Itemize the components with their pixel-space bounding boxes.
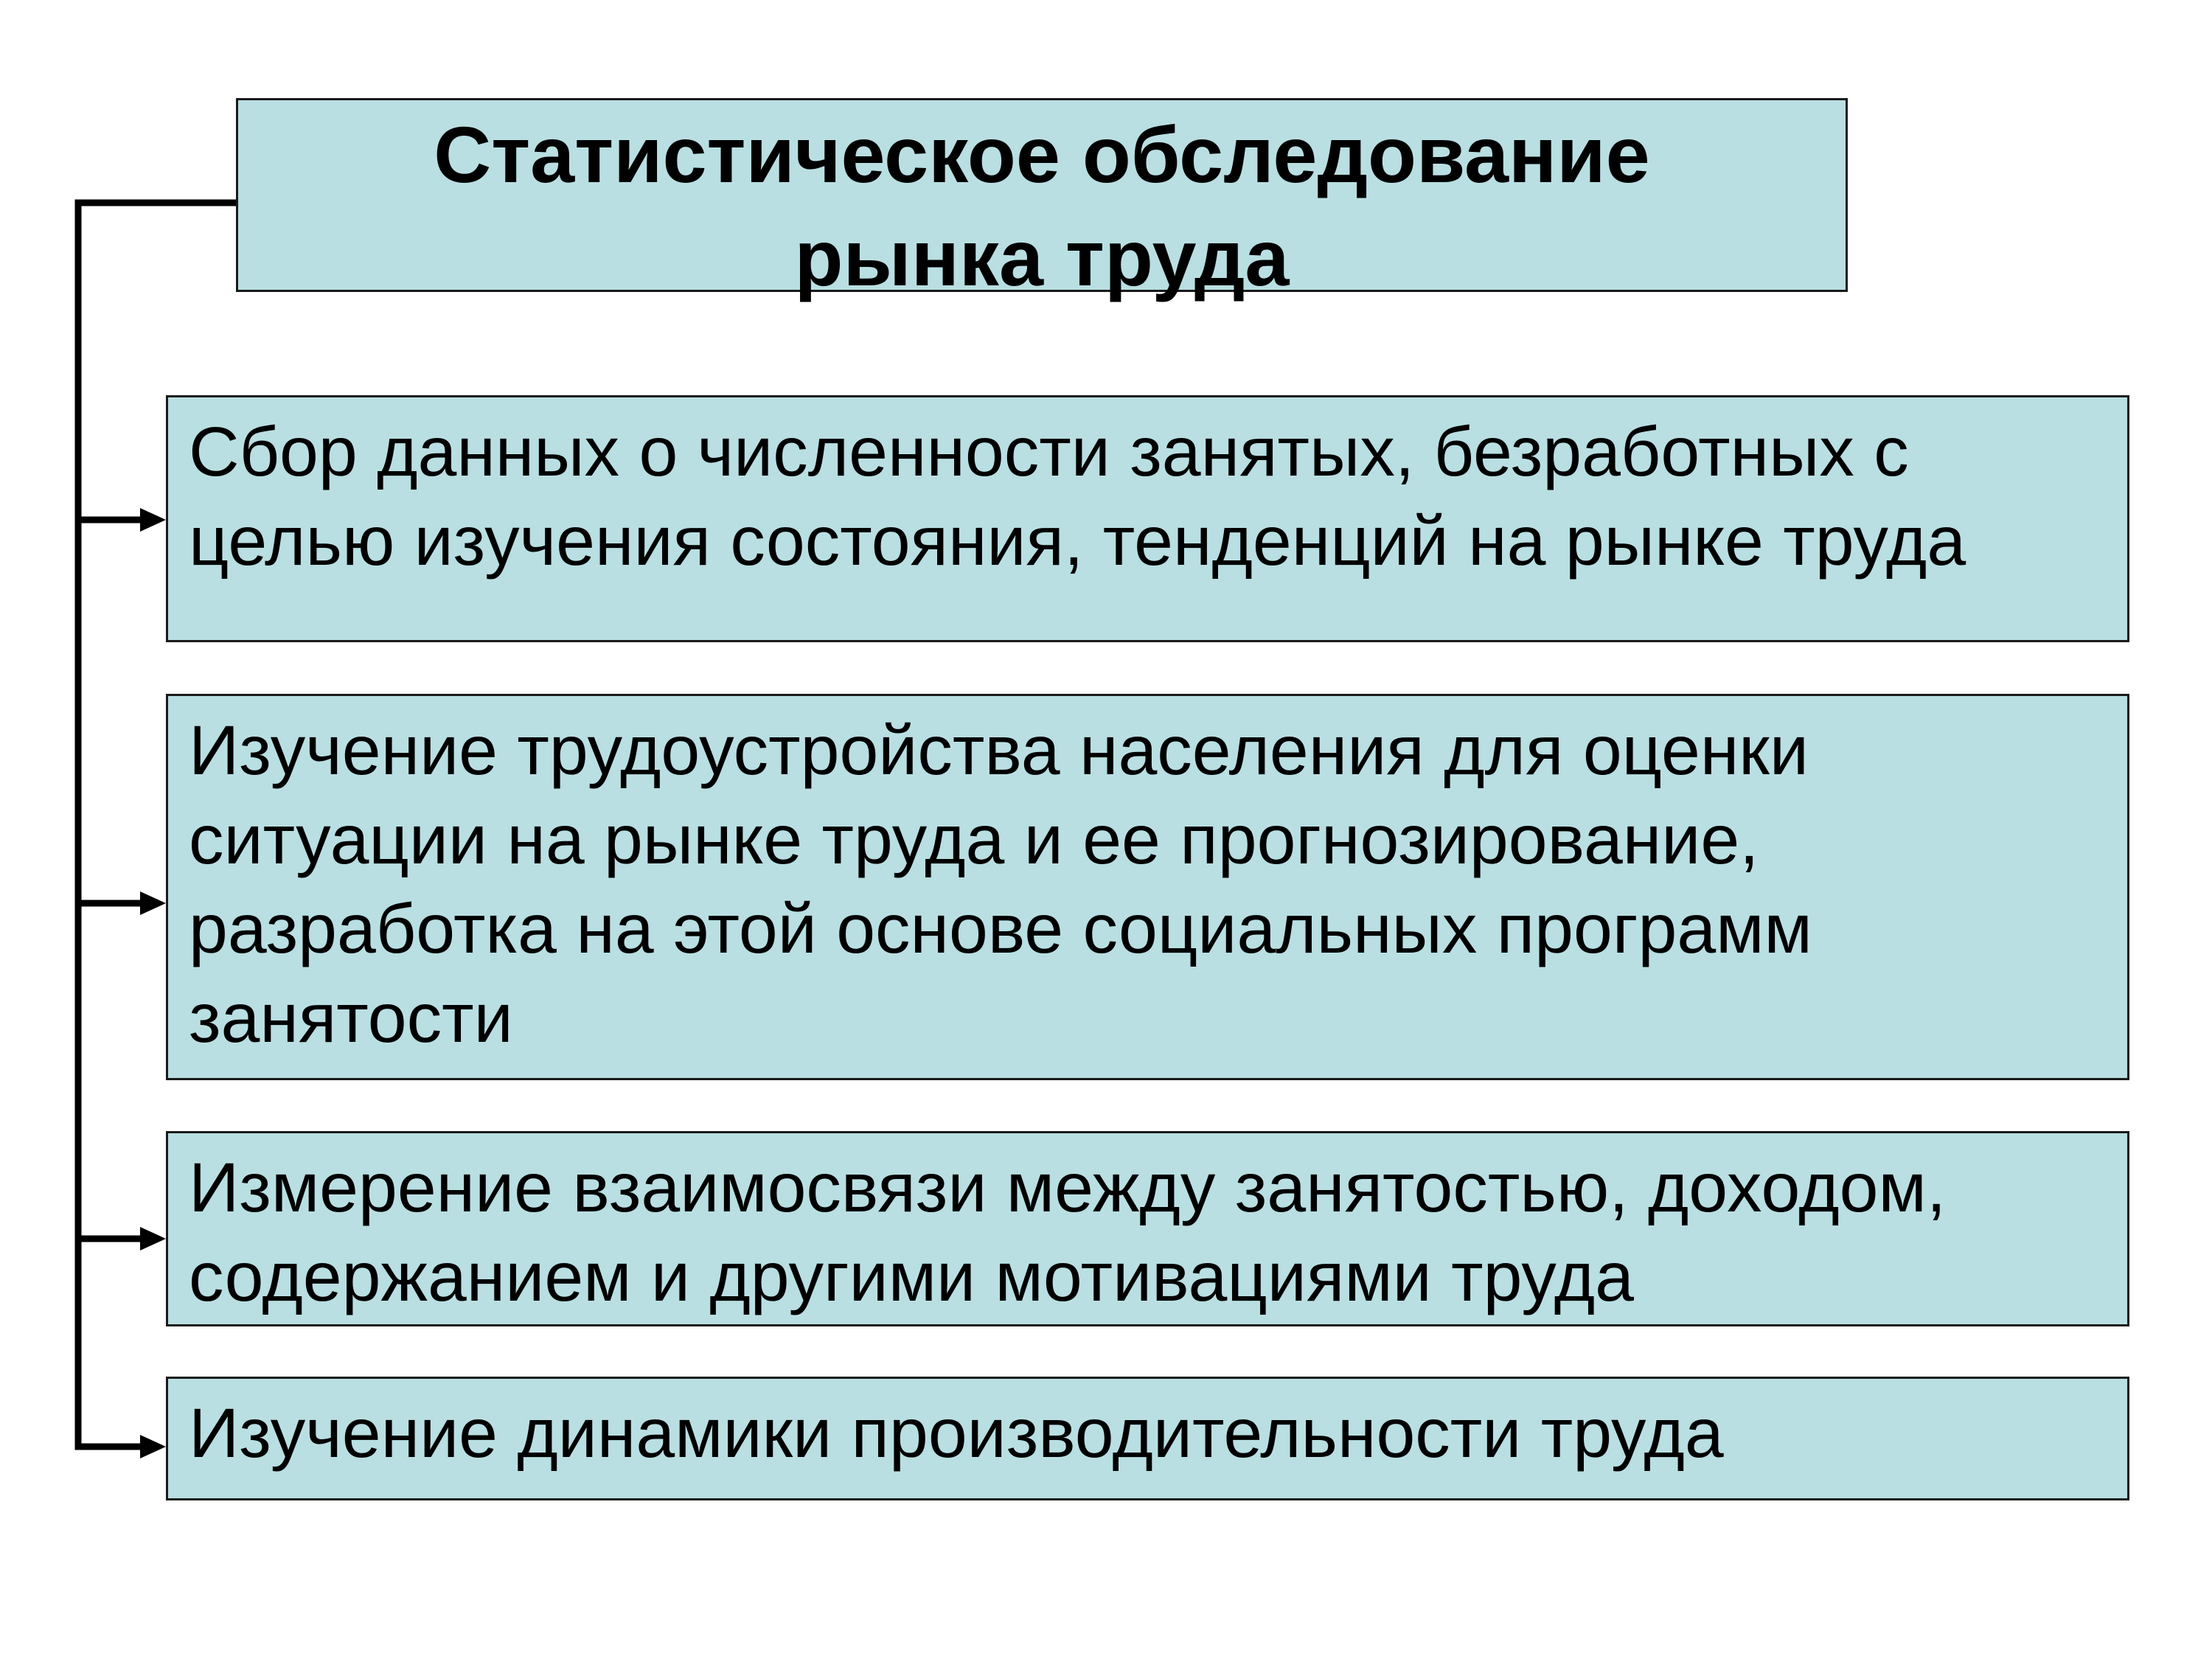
item-box-employment-study: [166, 694, 2129, 1080]
title-box: [236, 98, 1848, 302]
arrowhead-0: [140, 508, 166, 532]
diagram-title: Статистическое обследование рынка труда: [434, 110, 1650, 302]
item-text: Измерение взаимосвязи между занятостью, доходом, содержанием и другими мотивациями труда: [189, 1149, 1947, 1316]
item-text: Изучение динамики производительности труда: [189, 1394, 1724, 1472]
item-text: Изучение трудоустройства населения для оценки ситуации на рынке труда и ее прогнозирование, разработка на этой основе социальных программ занятости: [189, 712, 1812, 1057]
item-box-productivity-dynamics: [166, 1377, 2129, 1500]
item-text: Сбор данных о численности занятых, безработных с целью изучения состояния, тенденций на рынке труда: [189, 413, 1966, 580]
item-box-data-collection: [166, 395, 2129, 642]
arrowhead-3: [140, 1435, 166, 1458]
arrowhead-1: [140, 891, 166, 915]
item-box-relationship-measurement: [166, 1131, 2129, 1326]
arrowhead-2: [140, 1227, 166, 1251]
